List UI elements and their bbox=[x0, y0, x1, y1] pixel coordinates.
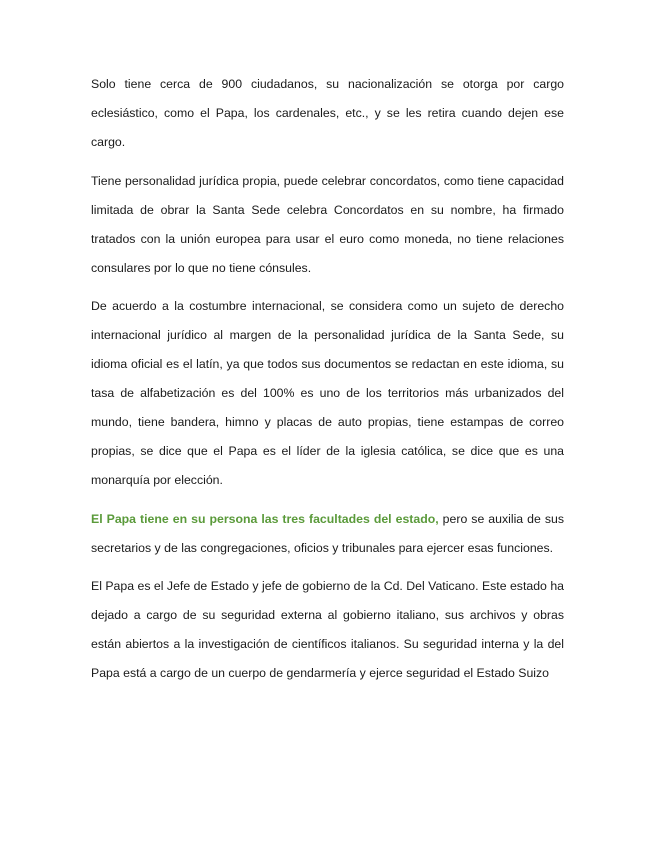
document-page bbox=[91, 70, 564, 698]
paragraph-head-of-state: El Papa es el Jefe de Estado y jefe de gobierno de la Cd. Del Vaticano. Este estado ha dejado a cargo de su seguridad externa al gobierno italiano, sus archivos y obras están abiertos a la investigación de científicos italianos. Su seguridad interna y la del Papa está a cargo de un cuerpo de gendarmería y ejerce seguridad el Estado Suizo bbox=[91, 579, 564, 680]
paragraph-body-text: pero se auxilia de sus secretarios y de las congregaciones, oficios y tribunales para ejercer esas funciones. bbox=[91, 511, 564, 555]
highlighted-text: El Papa tiene en su persona las tres facultades del estado, bbox=[91, 511, 439, 526]
paragraph-citizenship: Solo tiene cerca de 900 ciudadanos, su nacionalización se otorga por cargo eclesiástico, como el Papa, los cardenales, etc., y se les retira cuando dejen ese cargo. bbox=[91, 77, 564, 149]
paragraph-legal-personality: Tiene personalidad jurídica propia, puede celebrar concordatos, como tiene capacidad limitada de obrar la Santa Sede celebra Concordatos en su nombre, ha firmado tratados con la unión europea para usar el euro como moneda, no tiene relaciones consulares por lo que no tiene cónsules. bbox=[91, 173, 564, 275]
paragraph-international-custom: De acuerdo a la costumbre internacional, se considera como un sujeto de derecho internacional jurídico al margen de la personalidad jurídica de la Santa Sede, su idioma oficial es el latín, ya que todos sus documentos se redactan en este idioma, su tasa de alfabetización es del 100% es uno de los territorios más urbanizados del mundo, tiene bandera, himno y placas de auto propias, tiene estampas de correo propias, se dice que el Papa es el líder de la iglesia católica, se dice que es una monarquía por elección. bbox=[91, 299, 564, 487]
paragraph-pope-powers bbox=[91, 505, 564, 563]
